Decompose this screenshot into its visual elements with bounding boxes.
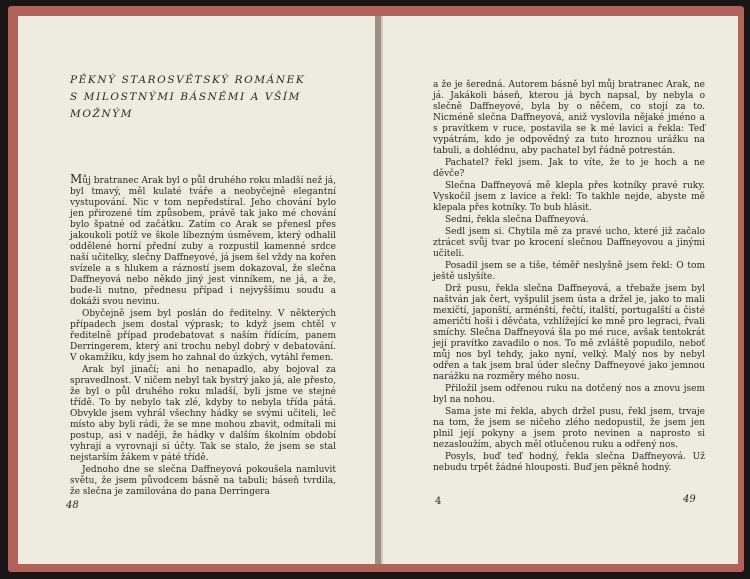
paragraph: a že je šeredná. Autorem básně byl můj bratranec Arak, ne já. Jakákoli báseň, kterou já bych napsal, by nebyla o slečně Daffneyové, byla by o něčem, co stojí za to. Nicméně slečna Daffneyová, aniž vyslovila nějaké jméno a s pravítkem v ruce, postavila se k mé lavici a řekla: Teď vypátrám, kdo je odpovědný za tuto hroznou urážku na tabuli, a dohlédnu, aby pachatel byl řádně potrestán. [433,80,705,156]
open-book [8,6,744,572]
paragraph: Obyčejně jsem byl poslán do ředitelny. V některých případech jsem dostal výprask; to když jsem chtěl v ředitelně případ prodebatovat s naším řídícím, panem Derringerem, který ani trochu nebyl dobrý v debatování. V okamžiku, kdy jsem ho zahnal do úzkých, vytáhl řemen. [70,309,336,363]
heading-line: S MILOSTNÝMI BÁSNĚMI A VŠÍM [70,91,301,103]
paragraph: Sedni, řekla slečna Daffneyová. [445,215,589,225]
paragraph: Přiložil jsem odřenou ruku na dotčený nos a znovu jsem byl na nohou. [433,384,705,405]
paragraph: Arak byl jinačí; ani ho nenapadlo, aby bojoval za spravedlnost. V ničem nebyl tak bystrý jako já, ale přesto, že byl o půl druhého roku mladší, byli jsme ve stejné třídě. To by nebylo tak zlé, kdyby to nebyla třída pátá. Obvykle jsem vyhrál všechny hádky se svými učiteli, leč místo aby byli rádi, že se mne mohou zbavit, odmítali mi postup, asi v naději, že hádky v dalším školním období vyhrají a vyrovnají si účty. Tak se stalo, že jsem se stal nejstarším žákem v páté třídě. [70,365,336,463]
left-page [18,16,377,564]
paragraph: Slečna Daffneyová mě klepla přes kotníky pravé ruky. Vyskočil jsem z lavice a řekl: To takhle nejde, abyste mě klepala přes kotníky. To bub hlásit. [433,181,705,213]
paragraph: Posyls, buď teď hodný, řekla slečna Daffneyová. Už nebudu trpět žádné hlouposti. Buď jen pěkně hodný. [433,452,705,473]
paragraph: Jednoho dne se slečna Daffneyová pokoušela namluvit světu, že jsem původcem básně na tabuli; báseň tvrdila, že slečna je zamilována do pana Derringera [70,465,336,497]
heading-line: MOŽNÝM [70,108,134,120]
left-body-text [70,174,336,499]
paragraph: Sedl jsem si. Chytila mě za pravé ucho, které již začalo ztrácet svůj tvar po krocení slečnou Daffneyovou a jinými učiteli. [433,227,705,259]
paragraph: Sama jste mi řekla, abych držel pusu, řekl jsem, trvaje na tom, že jsem se ničeho zlého nedopustil, že jsem jen plnil její pokyny a jsem proto nevinen a naprosto si nezasloužím, abych měl otlučenou ruku a odřený nos. [433,407,705,450]
chapter-heading [70,72,330,123]
page-number: 49 [683,494,696,505]
page-number: 48 [66,500,79,511]
right-page [381,16,738,564]
right-body-text [433,80,705,475]
drop-cap: M [70,172,83,186]
signature-mark: 4 [435,496,442,507]
paragraph: Drž pusu, řekla slečna Daffneyová, a třebaže jsem byl naštván jak čert, vyšpulil jsem ústa a držel je, jako to mali mexičtí, japonští, arménští, řečtí, italští, portugalští a čisté američtí hoši i děvčata, vzhlížející ke mně pro legraci, řvali smíchy. Slečna Daffneyová šla po mé ruce, avšak tentokrát její pravítko zavadilo o nos. To mě zvláště popudilo, neboť můj nos byl tehdy, jako nyní, velký. Malý nos by nebyl odřen a tak jsem bral úder slečny Daffneyové jako jemnou narážku na rozměry mého nosu. [433,284,705,382]
paragraph: Posadil jsem se a tiše, téměř neslyšně jsem řekl: O tom ještě uslyšíte. [433,261,705,282]
heading-line: PĚKNÝ STAROSVĚTSKÝ ROMÁNEK [70,74,306,86]
paragraph: Pachatel? řekl jsem. Jak to víte, že to je hoch a ne děvče? [433,158,705,179]
paragraph-text: ůj bratranec Arak byl o půl druhého roku mladší než já, byl tmavý, měl kulaté tváře a neobyčejně elegantní vystupování. Nic v tom nepředstíral. Jeho chování bylo jen přirozené tím způsobem, právě tak jako mé chování bylo špatné od začátku. Zatím co Arak se přenesl přes jakoukoli potíž ve škole líbezným úsměvem, který odhalil oddělené horní přední zuby a rozpustil kamenné srdce naší učitelky, slečny Daffneyové, já jsem šel vždy na kořen svízele a s hlukem a rázností jsem dokazoval, že slečna Daffneyová nebo někdo jiný jest vinníkem, ne já, a že, bude-li nutno, přednesu případ i nejvyššímu soudu a dokáži svou nevinu. [70,176,336,307]
paragraph [70,174,336,308]
